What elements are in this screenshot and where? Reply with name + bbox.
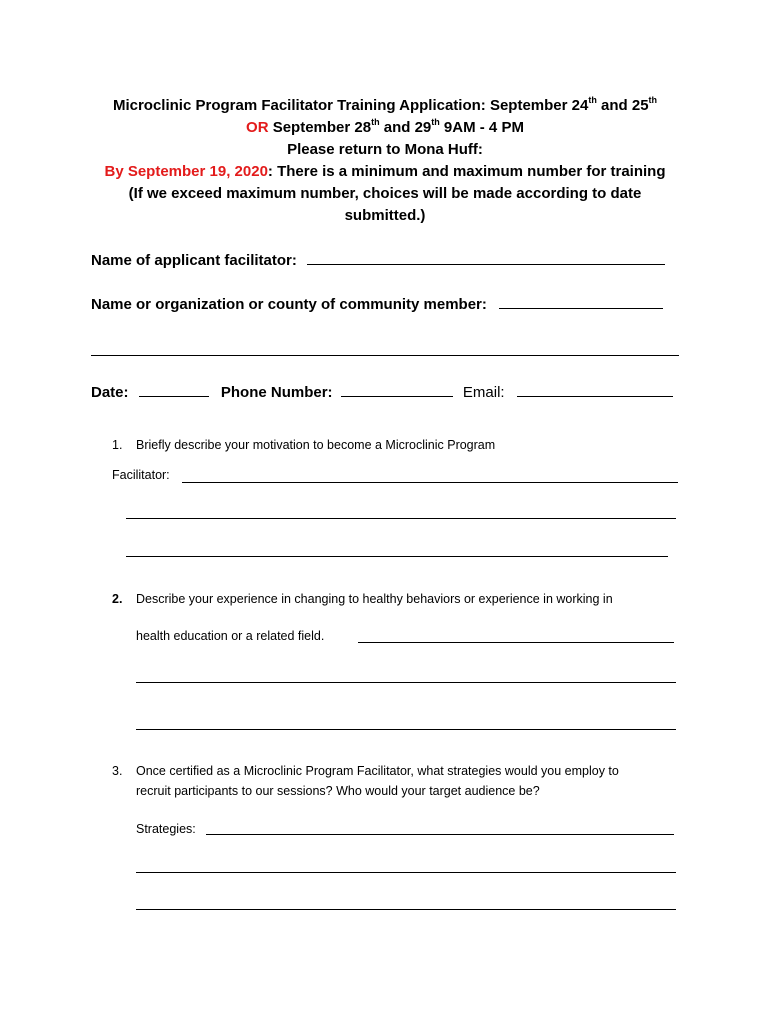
superscript: th xyxy=(588,95,597,105)
question-text: Once certified as a Microclinic Program Facilitator, what strategies would you employ to xyxy=(136,764,619,778)
organization-label: Name or organization or county of community member: xyxy=(91,296,487,313)
strategies-label: Strategies: xyxy=(136,822,196,836)
question-2 xyxy=(112,588,613,610)
question-3-line-2 xyxy=(136,780,540,802)
superscript: th xyxy=(648,95,658,105)
q2-answer-line-2[interactable] xyxy=(136,682,676,683)
header-text: and 29 xyxy=(379,119,432,136)
deadline-highlight: By September 19, 2020 xyxy=(104,163,268,180)
header-return-line: Please return to Mona Huff: xyxy=(287,141,483,158)
question-3 xyxy=(112,760,619,782)
header-deadline-line xyxy=(80,161,690,183)
applicant-name-field[interactable] xyxy=(307,250,665,265)
header-note-line-2: submitted.) xyxy=(344,207,426,224)
contact-row xyxy=(91,382,673,401)
facilitator-label: Facilitator: xyxy=(112,468,170,482)
date-label: Date: xyxy=(91,384,129,401)
or-highlight: OR xyxy=(246,119,269,136)
strategies-label-row xyxy=(136,818,196,840)
q1-answer-line-1[interactable] xyxy=(182,482,678,483)
header-text: September 28 xyxy=(268,119,372,136)
q2-answer-line-1[interactable] xyxy=(358,642,674,643)
question-number: 2. xyxy=(112,592,123,606)
header-text: and 25 xyxy=(596,97,649,114)
q1-answer-line-2[interactable] xyxy=(126,518,676,519)
question-text-continued: health education or a related field. xyxy=(136,629,325,643)
q1-answer-line-3[interactable] xyxy=(126,556,668,557)
phone-label: Phone Number: xyxy=(220,384,333,401)
superscript: th xyxy=(371,117,380,127)
q3-answer-line-2[interactable] xyxy=(136,872,676,873)
applicant-name-label: Name of applicant facilitator: xyxy=(91,252,297,269)
organization-row xyxy=(91,294,663,313)
header-text: : There is a minimum and maximum number for training xyxy=(267,163,666,180)
header-line-dates-2 xyxy=(80,117,690,139)
q2-answer-line-3[interactable] xyxy=(136,729,676,730)
question-number: 1. xyxy=(112,438,123,452)
organization-field-continued[interactable] xyxy=(91,355,679,356)
question-text-continued: recruit participants to our sessions? Who would your target audience be? xyxy=(136,784,540,798)
organization-field[interactable] xyxy=(499,294,663,309)
q3-answer-line-3[interactable] xyxy=(136,909,676,910)
question-number: 3. xyxy=(112,764,123,778)
q3-answer-line-1[interactable] xyxy=(206,834,674,835)
email-label: Email: xyxy=(462,384,505,401)
question-text: Describe your experience in changing to healthy behaviors or experience in working in xyxy=(136,592,613,606)
header-text: 9AM - 4 PM xyxy=(439,119,524,136)
question-2-line-2 xyxy=(136,625,324,647)
question-text: Briefly describe your motivation to become a Microclinic Program xyxy=(136,438,496,452)
form-header xyxy=(80,95,690,227)
date-field[interactable] xyxy=(139,382,209,397)
email-field[interactable] xyxy=(517,382,673,397)
header-title-text: Microclinic Program Facilitator Training Application: September 24 xyxy=(112,97,589,114)
question-1-label-row xyxy=(112,464,170,486)
phone-field[interactable] xyxy=(341,382,453,397)
header-note-line: (If we exceed maximum number, choices will be made according to date xyxy=(128,185,642,202)
applicant-name-row xyxy=(91,250,665,269)
superscript: th xyxy=(431,117,440,127)
question-1 xyxy=(112,434,495,456)
header-line-dates-1 xyxy=(80,95,690,117)
